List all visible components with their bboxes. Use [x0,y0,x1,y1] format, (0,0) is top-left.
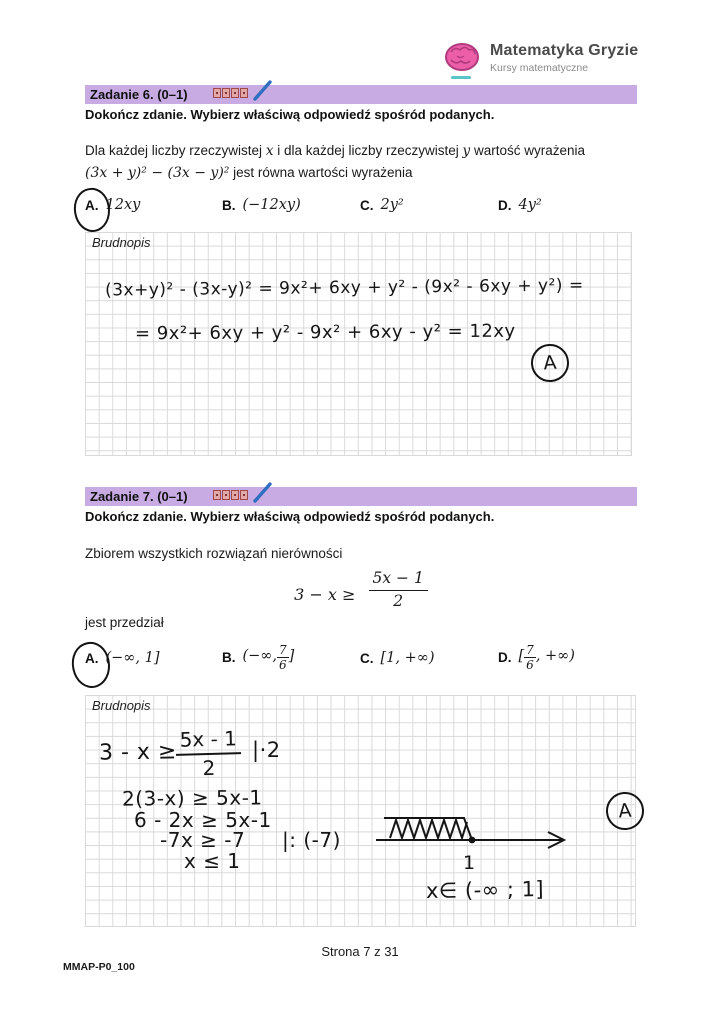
task7-option-b[interactable] [222,644,294,671]
task6-option-c[interactable] [360,197,404,213]
task6-option-a-letter: A. [85,197,99,213]
task7-option-c-letter: C. [360,650,374,666]
exam-sheet-code: MMAP-P0_100 [63,961,135,973]
task7-option-a-letter: A. [85,650,99,666]
logo-subtitle: Kursy matematyczne [490,62,589,74]
task6-body-text1: Dla każdej liczby rzeczywistej [85,143,263,158]
task7-option-b-value: (−∞, $\frac{7}{6}$ ] [242,643,295,672]
task6-answer-a-circle-mark [70,185,113,235]
pen-icon [251,481,275,508]
task6-option-b[interactable] [222,197,301,213]
task6-body-text2: i dla każdej liczby rzeczywistej [277,143,459,158]
task7-option-c[interactable] [360,650,435,666]
pen-icon [251,79,275,106]
logo-text [490,38,638,84]
option-d-fraction: $\frac{7}{6}$ [526,643,534,672]
task6-option-d[interactable] [498,197,542,213]
task7-scratch-line3: 6 - 2x ≥ 5x-1 [134,808,272,832]
task7-scratch-line1-op: |·2 [252,738,281,762]
task6-option-d-letter: D. [498,197,512,213]
task7-scratch-line5: x ≤ 1 [184,849,241,873]
number-line-sketch [372,808,572,857]
task6-option-b-letter: B. [222,197,236,213]
task6-expression: (3x + y)² − (3x − y)² [85,165,230,181]
task7-intro: Zbiorem wszystkich rozwiązań nierówności [85,546,343,561]
task6-option-c-letter: C. [360,197,374,213]
task6-title: Zadanie 6. (0–1) [90,87,188,102]
task6-body-text3: wartość wyrażenia [473,143,585,158]
task7-scratch-solution: x∈ (-∞ ; 1] [425,876,545,904]
task7-scratch-line2: 2(3-x) ≥ 5x-1 [121,785,263,811]
page-number: Strona 7 z 31 [321,944,399,959]
brain-icon [443,38,481,84]
task7-title: Zadanie 7. (0–1) [90,489,188,504]
task6-var-y: y [462,143,471,159]
task6-var-x: x [265,143,274,159]
task6-scratch-line1: (3x+y)² - (3x-y)² = 9x²+ 6xy + y² - (9x² - 6xy + y²) = [104,275,584,301]
task7-scratch-label: Brudnopis [92,698,151,713]
task7-scratch-line1-fraction: $\frac{5x - 1}{2}$ [175,726,242,781]
task7-option-c-value: [1, +∞) [380,650,435,666]
task7-option-d-value: [ $\frac{7}{6}$ , +∞) [518,643,575,672]
task7-option-d[interactable] [498,644,575,671]
task6-instruction: Dokończ zdanie. Wybierz właściwą odpowiedź spośród podanych. [85,107,495,122]
task7-scratch-answer: A [605,791,646,832]
task6-body-text4: jest równa wartości wyrażenia [233,165,413,180]
task6-option-b-value: (−12xy) [242,197,301,213]
task7-scratch-line1-lhs: 3 - x ≥ [98,739,178,766]
task7-inequality-fraction [369,570,428,611]
task6-scratch-label: Brudnopis [92,235,151,250]
task7-scratch-line4-op: |: (-7) [282,828,341,852]
task6-option-a-value: 12xy [105,197,141,213]
squares-icon [213,490,248,500]
logo-title: Matematyka Gryzie [490,42,639,59]
squares-icon [213,88,248,98]
task6-option-d-value: 4y² [518,197,542,213]
number-line-point-label: 1 [463,852,476,874]
task7-instruction: Dokończ zdanie. Wybierz właściwą odpowiedź spośród podanych. [85,509,495,524]
task7-header-band [85,487,637,506]
logo [443,38,643,84]
task6-header-band [85,85,637,104]
task6-body [85,140,637,184]
task7-scratch-line4: -7x ≥ -7 [160,828,246,852]
task6-scratch-line2: = 9x²+ 6xy + y² - 9x² + 6xy - y² = 12xy [134,320,516,345]
fraction-denominator: 2 [393,591,404,610]
task7-outro: jest przedział [85,615,164,630]
task6-scratch-answer: A [530,343,571,384]
fraction-numerator: 5x − 1 [369,570,428,591]
task7-inequality [85,570,637,611]
task6-option-c-value: 2y² [380,197,404,213]
task7-option-d-letter: D. [498,650,512,665]
task7-inequality-lhs: 3 − x ≥ [294,584,356,604]
task7-option-b-letter: B. [222,650,236,665]
option-b-fraction: $\frac{7}{6}$ [279,643,287,672]
task7-option-a-value: (−∞, 1] [105,650,160,666]
task7-answer-a-circle-mark [68,639,115,692]
